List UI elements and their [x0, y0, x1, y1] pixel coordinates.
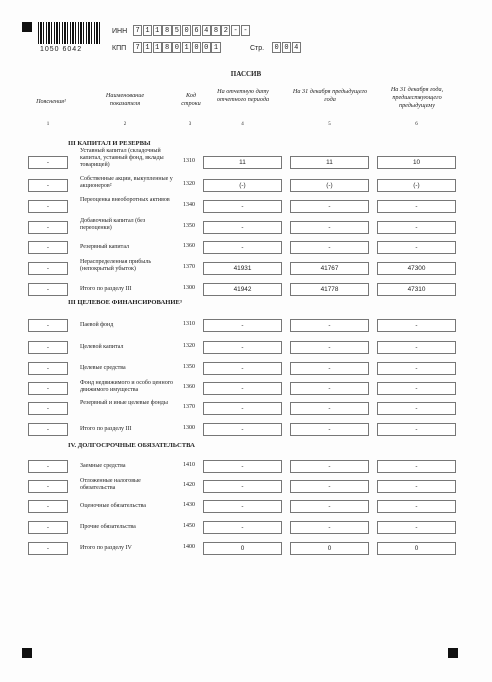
row-name: Оценочные обязательства [80, 503, 146, 509]
note-cell: - [28, 500, 68, 513]
value-current: - [203, 382, 282, 395]
kpp-digit-cell: 0 [172, 42, 181, 53]
value-prev2: - [377, 423, 456, 436]
col-header-code: Код строки [181, 92, 201, 107]
note-cell: - [28, 542, 68, 555]
value-current: - [203, 319, 282, 332]
value-prev2: - [377, 241, 456, 254]
value-prev2: - [377, 362, 456, 375]
corner-marker [22, 648, 32, 658]
value-prev2: 47300 [377, 262, 456, 275]
inn-digit-cell: 7 [133, 25, 142, 36]
kpp-digit-cell: 1 [182, 42, 191, 53]
row-code: 1370 [183, 264, 195, 270]
kpp-digit-cell: 0 [202, 42, 211, 53]
row-name: Собственные акции, выкупленные у акционеров² [80, 176, 173, 189]
value-prev: - [290, 241, 369, 254]
page-digit-cell: 4 [292, 42, 301, 53]
inn-digit-cell: 5 [172, 25, 181, 36]
section-title: ПАССИВ [230, 70, 262, 78]
value-current: - [203, 423, 282, 436]
value-prev: - [290, 423, 369, 436]
value-current: 41942 [203, 283, 282, 296]
row-name: Итого по разделу IV [80, 545, 132, 551]
value-current: 0 [203, 542, 282, 555]
row-code: 1300 [183, 285, 195, 291]
row-code: 1320 [183, 343, 195, 349]
value-prev2: - [377, 521, 456, 534]
corner-marker [22, 22, 32, 32]
row-name: Резервный капитал [80, 244, 130, 250]
inn-digit-cell: 6 [192, 25, 201, 36]
value-prev2: - [377, 382, 456, 395]
row-code: 1320 [183, 181, 195, 187]
value-current: 41931 [203, 262, 282, 275]
row-code: 1310 [183, 321, 195, 327]
table-row [0, 382, 492, 396]
value-prev2: - [377, 221, 456, 234]
col-header-prev2: На 31 декабря года, предшествующего предыдущему [390, 86, 444, 109]
row-name: Переоценка внеоборотных активов [80, 197, 170, 203]
col-number: 1 [46, 122, 50, 127]
value-prev2: - [377, 460, 456, 473]
note-cell: - [28, 460, 68, 473]
kpp-digit-cell: 7 [133, 42, 142, 53]
value-prev: - [290, 402, 369, 415]
kpp-digit-cell: 1 [153, 42, 162, 53]
value-current: - [203, 460, 282, 473]
row-code: 1350 [183, 364, 195, 370]
value-prev: - [290, 319, 369, 332]
value-current: - [203, 362, 282, 375]
table-row [0, 283, 492, 297]
inn-digit-cell: 0 [182, 25, 191, 36]
value-current: - [203, 402, 282, 415]
note-cell: - [28, 382, 68, 395]
col-header-notes: Пояснения¹ [36, 98, 66, 105]
table-row [0, 241, 492, 255]
value-prev: (-) [290, 179, 369, 192]
row-code: 1400 [183, 544, 195, 550]
row-name: Уставный капитал (складочный капитал, уставный фонд, вклады товарищей) [80, 148, 164, 168]
row-code: 1340 [183, 202, 195, 208]
value-prev: 41778 [290, 283, 369, 296]
note-cell: - [28, 423, 68, 436]
inn-digit-cell: 1 [143, 25, 152, 36]
note-cell: - [28, 156, 68, 169]
note-cell: - [28, 179, 68, 192]
row-name: Целевой капитал [80, 344, 124, 350]
row-name: Фонд недвижимого и особо ценного движимого имущества [80, 380, 174, 393]
inn-digit-cell: - [231, 25, 240, 36]
note-cell: - [28, 319, 68, 332]
page-digit-cell: 0 [272, 42, 281, 53]
table-row [0, 218, 492, 235]
note-cell: - [28, 341, 68, 354]
value-prev2: (-) [377, 179, 456, 192]
kpp-cells [133, 42, 221, 53]
note-cell: - [28, 402, 68, 415]
row-name: Прочие обязательства [80, 524, 136, 530]
row-code: 1310 [183, 158, 195, 164]
table-row [0, 341, 492, 355]
value-current: - [203, 341, 282, 354]
table-row [0, 176, 492, 193]
row-code: 1370 [183, 404, 195, 410]
table-row [0, 402, 492, 416]
row-name: Заемные средства [80, 463, 126, 469]
table-row [0, 423, 492, 437]
table-row [0, 480, 492, 494]
page-digit-cell: 0 [282, 42, 291, 53]
table-row [0, 500, 492, 514]
value-current: (-) [203, 179, 282, 192]
inn-digit-cell: 1 [153, 25, 162, 36]
table-row [0, 460, 492, 474]
section-heading: III ЦЕЛЕВОЕ ФИНАНСИРОВАНИЕ³ [68, 299, 182, 306]
inn-digit-cell: 2 [221, 25, 230, 36]
table-row [0, 259, 492, 276]
col-number: 5 [328, 122, 331, 127]
value-prev: 11 [290, 156, 369, 169]
value-prev: 0 [290, 542, 369, 555]
row-name: Итого по разделу III [80, 286, 132, 292]
col-number: 2 [123, 122, 127, 127]
row-name: Итого по разделу III [80, 426, 132, 432]
inn-cells [133, 25, 251, 36]
table-row [0, 319, 492, 333]
section-heading: III КАПИТАЛ И РЕЗЕРВЫ [68, 140, 151, 147]
inn-label: ИНН [112, 28, 128, 35]
table-row [0, 148, 492, 170]
value-prev2: - [377, 480, 456, 493]
table-row [0, 197, 492, 214]
note-cell: - [28, 200, 68, 213]
row-code: 1350 [183, 223, 195, 229]
value-current: - [203, 521, 282, 534]
value-prev: - [290, 460, 369, 473]
value-current: - [203, 241, 282, 254]
corner-marker [448, 648, 458, 658]
value-current: - [203, 480, 282, 493]
value-prev: - [290, 200, 369, 213]
col-header-name: Наименование показателя [105, 92, 145, 107]
value-current: - [203, 221, 282, 234]
value-prev: - [290, 500, 369, 513]
col-header-current: На отчетную дату отчетного периода [216, 88, 270, 103]
value-prev: - [290, 521, 369, 534]
row-code: 1410 [183, 462, 195, 468]
note-cell: - [28, 221, 68, 234]
kpp-digit-cell: 8 [162, 42, 171, 53]
value-prev2: - [377, 402, 456, 415]
row-name: Резервный и иные целевые фонды [80, 400, 168, 406]
inn-digit-cell: 4 [202, 25, 211, 36]
col-number: 4 [241, 122, 244, 127]
value-prev: - [290, 480, 369, 493]
section-heading: IV. ДОЛГОСРОЧНЫЕ ОБЯЗАТЕЛЬСТВА [68, 442, 195, 449]
value-prev2: - [377, 341, 456, 354]
inn-digit-cell: 8 [162, 25, 171, 36]
table-row [0, 362, 492, 376]
barcode [38, 22, 100, 44]
inn-digit-cell: 8 [211, 25, 220, 36]
value-prev: - [290, 341, 369, 354]
note-cell: - [28, 283, 68, 296]
row-name: Целевые средства [80, 365, 126, 371]
value-prev2: 10 [377, 156, 456, 169]
value-prev: - [290, 382, 369, 395]
col-number: 3 [188, 122, 192, 127]
value-prev: - [290, 221, 369, 234]
row-name: Паевой фонд [80, 322, 114, 328]
row-code: 1430 [183, 502, 195, 508]
kpp-digit-cell: 1 [211, 42, 220, 53]
page-label: Стр. [250, 45, 265, 52]
row-code: 1420 [183, 482, 195, 488]
row-name: Нераспределенная прибыль (непокрытый убыток) [80, 259, 152, 272]
value-prev2: - [377, 200, 456, 213]
row-code: 1300 [183, 425, 195, 431]
note-cell: - [28, 362, 68, 375]
row-name: Добавочный капитал (без переоценки) [80, 218, 146, 231]
barcode-number: 1050 6042 [40, 46, 83, 53]
note-cell: - [28, 480, 68, 493]
kpp-digit-cell: 1 [143, 42, 152, 53]
value-prev: 41767 [290, 262, 369, 275]
row-code: 1450 [183, 523, 195, 529]
row-name: Отложенные налоговые обязательства [80, 478, 141, 491]
value-current: - [203, 500, 282, 513]
value-prev: - [290, 362, 369, 375]
note-cell: - [28, 262, 68, 275]
value-current: - [203, 200, 282, 213]
col-header-prev: На 31 декабря предыдущего года [292, 88, 368, 103]
row-code: 1360 [183, 384, 195, 390]
page-cells [272, 42, 301, 53]
value-prev2: - [377, 319, 456, 332]
value-prev2: 47310 [377, 283, 456, 296]
kpp-digit-cell: 0 [192, 42, 201, 53]
note-cell: - [28, 521, 68, 534]
note-cell: - [28, 241, 68, 254]
table-row [0, 542, 492, 556]
kpp-label: КПП [112, 45, 127, 52]
inn-digit-cell: - [241, 25, 250, 36]
col-number: 6 [415, 122, 418, 127]
row-code: 1360 [183, 243, 195, 249]
table-row [0, 521, 492, 535]
value-prev2: 0 [377, 542, 456, 555]
value-current: 11 [203, 156, 282, 169]
value-prev2: - [377, 500, 456, 513]
